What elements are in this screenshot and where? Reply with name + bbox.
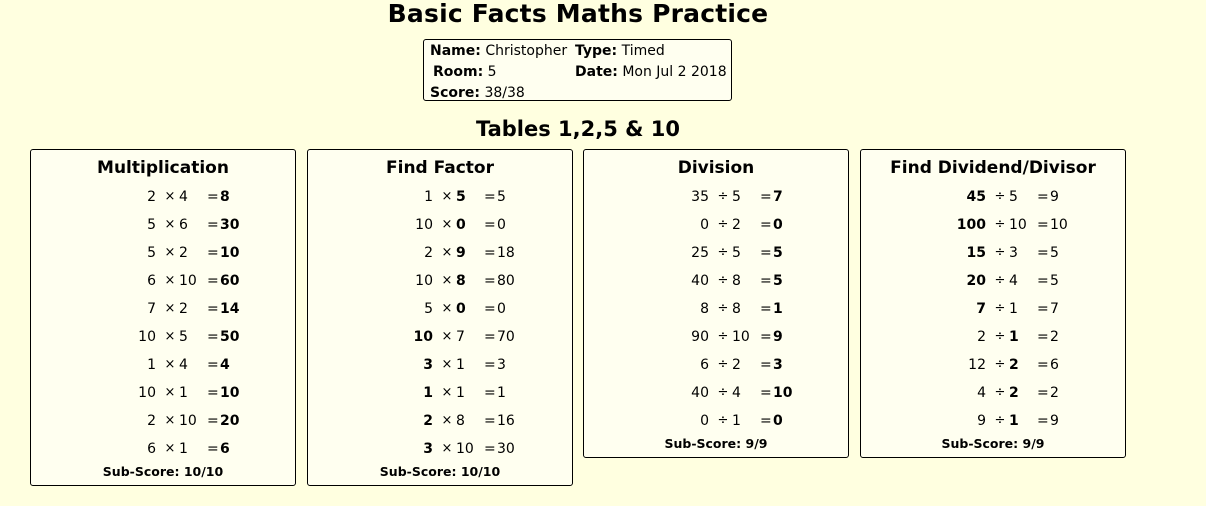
operand-b: 5	[179, 329, 188, 345]
operand-b: 8	[456, 413, 465, 429]
sub-score-value: 10/10	[460, 464, 501, 479]
result: 1	[773, 301, 783, 317]
sub-score-label: Sub-Score:	[379, 464, 457, 479]
operand-b: 2	[1009, 357, 1019, 373]
question-row	[861, 323, 1125, 351]
result: 6	[1050, 357, 1059, 373]
date-field	[575, 62, 727, 82]
equals-sign: =	[207, 385, 219, 401]
operand-b: 10	[179, 413, 197, 429]
operand-a: 1	[423, 385, 433, 401]
question-row	[308, 239, 572, 267]
panel-find-factor	[307, 149, 573, 486]
operator-symbol: ÷	[994, 329, 1006, 344]
equals-sign: =	[207, 329, 219, 345]
operator-symbol: ×	[164, 217, 176, 232]
question-row	[584, 323, 848, 351]
question-row	[584, 211, 848, 239]
equals-sign: =	[1037, 217, 1049, 233]
result: 10	[1050, 217, 1068, 233]
operand-a: 5	[147, 217, 156, 233]
operand-a: 1	[424, 189, 433, 205]
result: 3	[497, 357, 506, 373]
question-row	[31, 239, 295, 267]
operand-b: 8	[732, 301, 741, 317]
result: 30	[497, 441, 515, 457]
equals-sign: =	[1037, 273, 1049, 289]
operand-b: 10	[732, 329, 750, 345]
operand-b: 9	[456, 245, 466, 261]
question-row	[308, 211, 572, 239]
equals-sign: =	[1037, 189, 1049, 205]
equals-sign: =	[760, 357, 772, 373]
equals-sign: =	[207, 273, 219, 289]
operator-symbol: ÷	[994, 189, 1006, 204]
equals-sign: =	[1037, 385, 1049, 401]
equals-sign: =	[1037, 413, 1049, 429]
operand-a: 10	[138, 385, 156, 401]
operand-b: 5	[1009, 189, 1018, 205]
operand-a: 45	[966, 189, 986, 205]
operator-symbol: ×	[164, 189, 176, 204]
operand-b: 10	[456, 441, 474, 457]
question-row	[861, 267, 1125, 295]
operand-a: 2	[147, 413, 156, 429]
result: 5	[1050, 245, 1059, 261]
result: 7	[1050, 301, 1059, 317]
question-row	[31, 407, 295, 435]
operand-a: 15	[966, 245, 986, 261]
question-row	[308, 183, 572, 211]
result: 0	[773, 413, 783, 429]
operator-symbol: ×	[441, 245, 453, 260]
operand-b: 10	[179, 273, 197, 289]
operand-a: 6	[700, 357, 709, 373]
equals-sign: =	[484, 441, 496, 457]
operator-symbol: ×	[441, 301, 453, 316]
question-row	[31, 211, 295, 239]
operand-b: 1	[179, 441, 188, 457]
sub-score-label: Sub-Score:	[664, 436, 742, 451]
sub-score	[31, 464, 295, 480]
operand-a: 1	[147, 357, 156, 373]
sub-score-label: Sub-Score:	[102, 464, 180, 479]
question-row	[861, 295, 1125, 323]
operand-a: 6	[147, 441, 156, 457]
question-row	[31, 351, 295, 379]
equals-sign: =	[484, 413, 496, 429]
equals-sign: =	[760, 189, 772, 205]
result: 5	[773, 245, 783, 261]
question-row	[584, 379, 848, 407]
question-row	[861, 379, 1125, 407]
result: 5	[497, 189, 506, 205]
operator-symbol: ÷	[717, 273, 729, 288]
question-list	[308, 183, 572, 463]
operator-symbol: ÷	[717, 357, 729, 372]
page-title: Basic Facts Maths Practice	[387, 0, 769, 28]
result: 10	[220, 385, 240, 401]
operator-symbol: ÷	[717, 329, 729, 344]
room-value: 5	[487, 64, 497, 80]
operand-b: 8	[456, 273, 466, 289]
operand-a: 6	[147, 273, 156, 289]
question-row	[584, 267, 848, 295]
operand-a: 12	[968, 357, 986, 373]
operator-symbol: ×	[441, 329, 453, 344]
question-row	[31, 323, 295, 351]
operand-b: 4	[732, 385, 741, 401]
result: 9	[1050, 413, 1059, 429]
operand-b: 2	[732, 357, 741, 373]
operand-a: 20	[966, 273, 986, 289]
equals-sign: =	[484, 245, 496, 261]
equals-sign: =	[1037, 329, 1049, 345]
result: 2	[1050, 385, 1059, 401]
operator-symbol: ×	[164, 329, 176, 344]
equals-sign: =	[484, 189, 496, 205]
equals-sign: =	[760, 301, 772, 317]
equals-sign: =	[760, 245, 772, 261]
operator-symbol: ×	[441, 217, 453, 232]
operator-symbol: ×	[441, 385, 453, 400]
result: 4	[220, 357, 230, 373]
operand-a: 10	[415, 273, 433, 289]
name-value: Christopher	[485, 43, 568, 59]
question-row	[584, 183, 848, 211]
operand-a: 0	[700, 413, 709, 429]
equals-sign: =	[484, 357, 496, 373]
operator-symbol: ÷	[717, 217, 729, 232]
operator-symbol: ×	[441, 273, 453, 288]
operand-a: 10	[138, 329, 156, 345]
equals-sign: =	[484, 329, 496, 345]
equals-sign: =	[484, 273, 496, 289]
question-list	[584, 183, 848, 435]
panel-title: Find Factor	[386, 158, 494, 178]
operand-b: 1	[1009, 329, 1019, 345]
equals-sign: =	[1037, 357, 1049, 373]
operand-a: 40	[691, 385, 709, 401]
operand-a: 7	[976, 301, 986, 317]
operand-b: 10	[1009, 217, 1027, 233]
operand-a: 10	[413, 329, 433, 345]
question-row	[31, 295, 295, 323]
result: 18	[497, 245, 515, 261]
question-row	[584, 351, 848, 379]
operand-a: 0	[700, 217, 709, 233]
operand-a: 5	[147, 245, 156, 261]
result: 10	[220, 245, 240, 261]
operator-symbol: ÷	[994, 413, 1006, 428]
operand-b: 2	[179, 245, 188, 261]
question-row	[308, 379, 572, 407]
operand-a: 8	[700, 301, 709, 317]
operator-symbol: ÷	[994, 245, 1006, 260]
operand-a: 2	[977, 329, 986, 345]
question-list	[31, 183, 295, 463]
operand-b: 7	[456, 329, 465, 345]
operator-symbol: ÷	[717, 245, 729, 260]
operator-symbol: ÷	[717, 189, 729, 204]
panel-title: Multiplication	[97, 158, 229, 178]
sub-score	[308, 464, 572, 480]
equals-sign: =	[760, 329, 772, 345]
result: 20	[220, 413, 240, 429]
operand-a: 4	[977, 385, 986, 401]
operand-b: 4	[1009, 273, 1018, 289]
student-info-box	[423, 39, 732, 101]
question-row	[308, 267, 572, 295]
result: 8	[220, 189, 230, 205]
question-row	[861, 407, 1125, 435]
panel-multiplication	[30, 149, 296, 486]
question-row	[861, 183, 1125, 211]
operand-a: 25	[691, 245, 709, 261]
question-row	[584, 295, 848, 323]
question-row	[308, 407, 572, 435]
operand-b: 0	[456, 301, 466, 317]
room-label: Room:	[433, 64, 484, 80]
result: 10	[773, 385, 793, 401]
score-label: Score:	[430, 85, 480, 101]
operand-a: 7	[147, 301, 156, 317]
panel-division	[583, 149, 849, 458]
tables-title: Tables 1,2,5 & 10	[475, 117, 681, 141]
equals-sign: =	[207, 357, 219, 373]
operand-b: 4	[179, 357, 188, 373]
operator-symbol: ÷	[717, 301, 729, 316]
operator-symbol: ÷	[994, 273, 1006, 288]
question-row	[308, 435, 572, 463]
operator-symbol: ×	[164, 301, 176, 316]
operand-a: 2	[423, 413, 433, 429]
result: 80	[497, 273, 515, 289]
result: 16	[497, 413, 515, 429]
question-row	[861, 351, 1125, 379]
equals-sign: =	[207, 441, 219, 457]
operand-b: 2	[732, 217, 741, 233]
result: 50	[220, 329, 240, 345]
name-field	[430, 41, 567, 61]
operator-symbol: ×	[164, 357, 176, 372]
result: 30	[220, 217, 240, 233]
question-row	[308, 323, 572, 351]
operand-a: 3	[423, 357, 433, 373]
operand-a: 100	[956, 217, 986, 233]
type-label: Type:	[575, 43, 618, 59]
question-row	[861, 239, 1125, 267]
equals-sign: =	[760, 385, 772, 401]
equals-sign: =	[484, 385, 496, 401]
operand-b: 3	[1009, 245, 1018, 261]
room-field	[433, 62, 497, 82]
panel-title: Division	[677, 158, 755, 178]
equals-sign: =	[1037, 245, 1049, 261]
result: 0	[497, 217, 506, 233]
sub-score	[861, 436, 1125, 452]
equals-sign: =	[484, 301, 496, 317]
result: 7	[773, 189, 783, 205]
equals-sign: =	[207, 217, 219, 233]
result: 14	[220, 301, 240, 317]
result: 0	[773, 217, 783, 233]
type-value: Timed	[621, 43, 665, 59]
equals-sign: =	[760, 273, 772, 289]
result: 2	[1050, 329, 1059, 345]
operator-symbol: ÷	[994, 385, 1006, 400]
equals-sign: =	[207, 413, 219, 429]
result: 1	[497, 385, 506, 401]
question-row	[308, 295, 572, 323]
sub-score	[584, 436, 848, 452]
question-row	[308, 351, 572, 379]
operator-symbol: ÷	[994, 217, 1006, 232]
question-row	[31, 267, 295, 295]
result: 6	[220, 441, 230, 457]
operand-b: 1	[179, 385, 188, 401]
equals-sign: =	[207, 245, 219, 261]
question-row	[31, 435, 295, 463]
operator-symbol: ×	[441, 357, 453, 372]
operand-a: 35	[691, 189, 709, 205]
operand-a: 10	[415, 217, 433, 233]
operand-a: 2	[147, 189, 156, 205]
type-field	[575, 41, 665, 61]
question-list	[861, 183, 1125, 435]
sub-score-value: 9/9	[1022, 436, 1045, 451]
operand-b: 1	[1009, 301, 1018, 317]
result: 9	[773, 329, 783, 345]
result: 60	[220, 273, 240, 289]
operator-symbol: ÷	[717, 413, 729, 428]
panel-title: Find Dividend/Divisor	[890, 158, 1096, 178]
question-row	[31, 379, 295, 407]
date-label: Date:	[575, 64, 618, 80]
equals-sign: =	[207, 189, 219, 205]
result: 3	[773, 357, 783, 373]
operand-b: 1	[732, 413, 741, 429]
sub-score-value: 10/10	[183, 464, 224, 479]
question-row	[861, 211, 1125, 239]
operand-b: 1	[456, 357, 465, 373]
operator-symbol: ×	[164, 385, 176, 400]
operand-a: 9	[977, 413, 986, 429]
operator-symbol: ×	[441, 413, 453, 428]
operand-a: 40	[691, 273, 709, 289]
sub-score-value: 9/9	[745, 436, 768, 451]
operator-symbol: ÷	[994, 301, 1006, 316]
operand-b: 2	[1009, 385, 1019, 401]
date-value: Mon Jul 2 2018	[622, 64, 727, 80]
operand-b: 1	[1009, 413, 1019, 429]
operand-b: 5	[732, 245, 741, 261]
equals-sign: =	[207, 301, 219, 317]
operand-b: 6	[179, 217, 188, 233]
equals-sign: =	[1037, 301, 1049, 317]
result: 9	[1050, 189, 1059, 205]
result: 5	[1050, 273, 1059, 289]
operator-symbol: ×	[164, 273, 176, 288]
operand-b: 5	[732, 189, 741, 205]
operand-a: 2	[424, 245, 433, 261]
operator-symbol: ×	[441, 441, 453, 456]
operator-symbol: ×	[164, 245, 176, 260]
operand-b: 8	[732, 273, 741, 289]
result: 70	[497, 329, 515, 345]
operator-symbol: ÷	[717, 385, 729, 400]
operand-b: 1	[456, 385, 465, 401]
panel-find-dividend-divisor	[860, 149, 1126, 458]
equals-sign: =	[760, 413, 772, 429]
operator-symbol: ×	[164, 441, 176, 456]
score-value: 38/38	[484, 85, 525, 101]
sub-score-label: Sub-Score:	[941, 436, 1019, 451]
operator-symbol: ×	[441, 189, 453, 204]
operator-symbol: ×	[164, 413, 176, 428]
operand-b: 5	[456, 189, 466, 205]
operand-a: 3	[423, 441, 433, 457]
question-row	[31, 183, 295, 211]
result: 5	[773, 273, 783, 289]
operand-a: 5	[424, 301, 433, 317]
equals-sign: =	[484, 217, 496, 233]
score-field	[430, 83, 525, 103]
operand-b: 0	[456, 217, 466, 233]
operator-symbol: ÷	[994, 357, 1006, 372]
operand-a: 90	[691, 329, 709, 345]
result: 0	[497, 301, 506, 317]
operand-b: 4	[179, 189, 188, 205]
equals-sign: =	[760, 217, 772, 233]
question-row	[584, 239, 848, 267]
question-row	[584, 407, 848, 435]
operand-b: 2	[179, 301, 188, 317]
name-label: Name:	[430, 43, 481, 59]
